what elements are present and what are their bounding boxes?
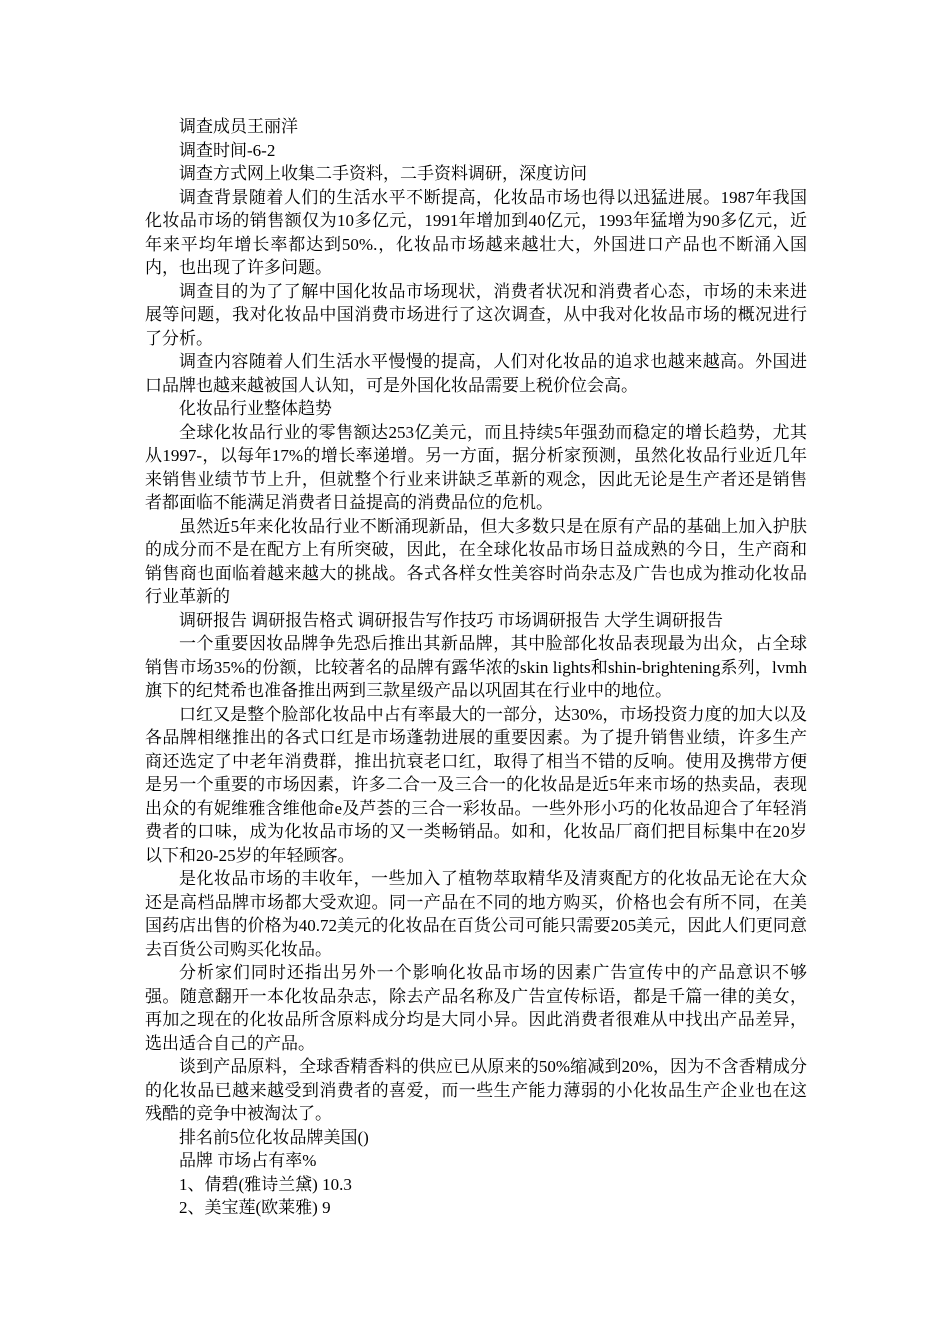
survey-time-line: 调查时间-6-2 [179, 140, 276, 160]
ranking-item: 1、倩碧(雅诗兰黛) 10.3 [179, 1174, 352, 1194]
harvest-year-paragraph: 是化妆品市场的丰收年，一些加入了植物萃取精华及清爽配方的化妆品无论在大众还是高档品牌市场都大受欢迎。同一产品在不同的地方购买，价格也会有所不同，在美国药店出售的价格为40.72美元的化妆品在百货公司可能只需要205美元，因此人们更同意去百货公司购买化妆品。 [145, 869, 807, 959]
lipstick-paragraph: 口红又是整个脸部化妆品中占有率最大的一部分，达30%，市场投资力度的加大以及各品牌相继推出的各式口红是市场蓬勃进展的重要因素。为了提升销售业绩，许多生产商还选定了中老年消费群，推出抗衰老口红，取得了相当不错的反响。使用及携带方便是另一个重要的市场因素，许多二合一及三合一的化妆品是近5年来市场的热卖品，表现出众的有妮维雅含维他命e及芦荟的三合一彩妆品。一些外形小巧的化妆品迎合了年轻消费者的口味，成为化妆品市场的又一类畅销品。如和，化妆品厂商们把目标集中在20岁以下和20-25岁的年轻顾客。 [145, 704, 807, 865]
section-title: 化妆品行业整体趋势 [179, 399, 332, 418]
content-paragraph: 调查内容随着人们生活水平慢慢的提高，人们对化妆品的追求也越来越高。外国进口品牌也越来越被国人认知，可是外国化妆品需要上税价位会高。 [145, 352, 807, 395]
ranking-item: 2、美宝莲(欧莱雅) 9 [179, 1198, 331, 1217]
innovation-paragraph: 虽然近5年来化妆品行业不断涌现新品，但大多数只是在原有产品的基础上加入护肤的成分而不是在配方上有所突破，因此，在全球化妆品市场日益成熟的今日，生产商和销售商也面临着越来越大的挑战。各式各样女性美容时尚杂志及广告也成为推动化妆品行业革新的 [145, 516, 807, 606]
survey-member-line: 调查成员王丽洋 [179, 117, 298, 136]
trend-paragraph: 全球化妆品行业的零售额达253亿美元，而且持续5年强劲而稳定的增长趋势，尤其从1997-，以每年17%的增长率递增。另一方面，据分析家预测，虽然化妆品行业近几年来销售业绩节节上升，但就整个行业来讲缺乏革新的观念，因此无论是生产者还是销售者都面临不能满足消费者日益提高的消费品位的危机。 [145, 422, 807, 512]
ranking-header: 品牌 市场占有率% [179, 1151, 317, 1170]
face-cosmetics-paragraph: 一个重要因妆品牌争先恐后推出其新品牌，其中脸部化妆品表现最为出众，占全球销售市场35%的份额，比较著名的品牌有露华浓的skin lights和shin-brightening系列，lvmh旗下的纪梵希也准备推出两到三款星级产品以巩固其在行业中的地位。 [145, 634, 807, 700]
ranking-title: 排名前5位化妆品牌美国() [179, 1127, 369, 1147]
ingredients-paragraph: 谈到产品原料，全球香精香料的供应已从原来的50%缩减到20%，因为不含香精成分的化妆品已越来越受到消费者的喜爱，而一些生产能力薄弱的小化妆品生产企业也在这残酷的竞争中被淘汰了。 [145, 1057, 807, 1123]
survey-method-line: 调查方式网上收集二手资料，二手资料调研，深度访问 [179, 164, 587, 183]
document-body [145, 115, 807, 1220]
background-paragraph: 调查背景随着人们的生活水平不断提高，化妆品市场也得以迅猛进展。1987年我国化妆品市场的销售额仅为10多亿元，1991年增加到40亿元，1993年猛增为90多亿元，近年来平均年增长率都达到50%.，化妆品市场越来越壮大，外国进口产品也不断涌入国内，也出现了许多问题。 [145, 187, 807, 277]
purpose-paragraph: 调查目的为了了解中国化妆品市场现状，消费者状况和消费者心态，市场的未来进展等问题，我对化妆品中国消费市场进行了这次调查，从中我对化妆品市场的概况进行了分析。 [145, 281, 807, 348]
tags-line: 调研报告 调研报告格式 调研报告写作技巧 市场调研报告 大学生调研报告 [179, 610, 723, 630]
advertising-paragraph: 分析家们同时还指出另外一个影响化妆品市场的因素广告宣传中的产品意识不够强。随意翻开一本化妆品杂志，除去产品名称及广告宣传标语，都是千篇一律的美女，再加之现在的化妆品所含原料成分均是大同小异。因此消费者很难从中找出产品差异，选出适合自己的产品。 [145, 963, 807, 1053]
